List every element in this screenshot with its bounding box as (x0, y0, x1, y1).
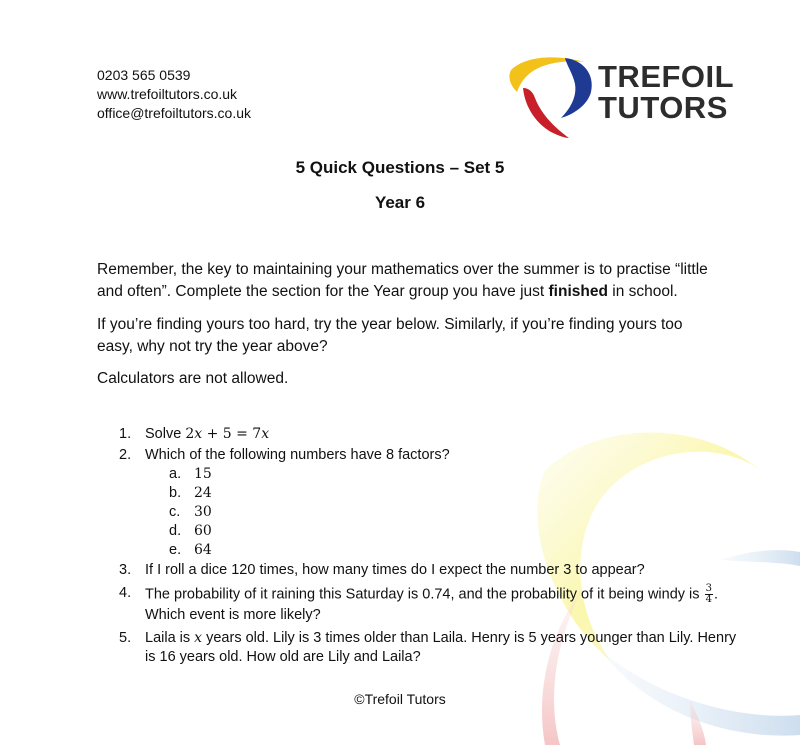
intro-p1-text: Remember, the key to maintaining your mathematics over the summer is to practise “little and often”. Complete the section for the Year group you have just (97, 261, 708, 300)
question-number: 3. (119, 562, 132, 578)
question-5 (97, 629, 737, 667)
option-label: a. (169, 466, 182, 482)
contact-website: www.trefoiltutors.co.uk (97, 86, 238, 102)
option-label: d. (169, 523, 182, 539)
question-2-options (97, 465, 737, 560)
question-text: Laila is (145, 630, 195, 646)
option-value: 30 (194, 504, 212, 520)
question-4 (97, 584, 737, 625)
intro-paragraph-3: Calculators are not allowed. (97, 370, 289, 387)
eq-rest: + 5 = 7 (202, 426, 262, 442)
fraction-numerator: 3 (705, 583, 712, 594)
intro-p1-end: in school. (607, 283, 678, 300)
option-label: b. (169, 485, 182, 501)
question-2 (97, 446, 737, 465)
question-text: The probability of it raining this Saturday is 0.74, and the probability of it being windy is (145, 586, 704, 603)
question-text: Which of the following numbers have 8 factors? (145, 447, 450, 463)
option-value: 64 (194, 542, 212, 558)
question-number: 2. (119, 447, 132, 463)
question-1 (97, 425, 737, 444)
question-number: 1. (119, 426, 132, 442)
question-text-line-2: Which event is more likely? (145, 607, 321, 623)
question-number: 5. (119, 630, 132, 646)
option-e (97, 541, 737, 560)
intro-paragraph-2: If you’re finding yours too hard, try the year below. Similarly, if you’re finding yours too easy, why not try the year above? (97, 316, 683, 355)
option-b (97, 484, 737, 503)
option-a (97, 465, 737, 484)
logo-word-tutors: TUTORS (598, 90, 728, 125)
trefoil-tutors-logo (505, 52, 735, 142)
option-label: e. (169, 542, 182, 558)
page-title: 5 Quick Questions – Set 5 (295, 158, 505, 177)
eq-variable: x (194, 426, 203, 442)
fraction-denominator: 4 (705, 594, 712, 605)
trefoil-logo-icon (505, 52, 597, 142)
question-text-end: years old. Lily is 3 times older than Laila. Henry is 5 years younger than Lily. Henry is 16 years old. How old are Lily and Laila? (145, 630, 737, 665)
logo-word-trefoil: TREFOIL (598, 59, 735, 94)
question-number: 4. (119, 585, 132, 601)
intro-p1-bold: finished (548, 283, 608, 300)
question-3 (97, 561, 737, 580)
contact-info (97, 66, 251, 123)
eq-variable-2: x (261, 426, 270, 442)
variable-x: x (194, 630, 203, 646)
option-value: 15 (194, 466, 212, 482)
question-text-end: . (713, 586, 718, 603)
question-list (97, 425, 737, 667)
option-c (97, 503, 737, 522)
question-text: Solve (145, 426, 186, 442)
eq-coefficient: 2 (185, 426, 195, 442)
contact-phone: 0203 565 0539 (97, 67, 191, 83)
option-value: 60 (194, 523, 212, 539)
fraction-three-quarters (705, 584, 713, 605)
option-label: c. (169, 504, 181, 520)
option-value: 24 (194, 485, 212, 501)
equation (185, 426, 269, 442)
intro-paragraph-1 (97, 259, 717, 303)
option-d (97, 522, 737, 541)
footer-copyright: ©Trefoil Tutors (354, 691, 446, 707)
question-text: If I roll a dice 120 times, how many times do I expect the number 3 to appear? (145, 562, 645, 578)
contact-email: office@trefoiltutors.co.uk (97, 105, 252, 121)
page-subtitle: Year 6 (374, 193, 426, 212)
